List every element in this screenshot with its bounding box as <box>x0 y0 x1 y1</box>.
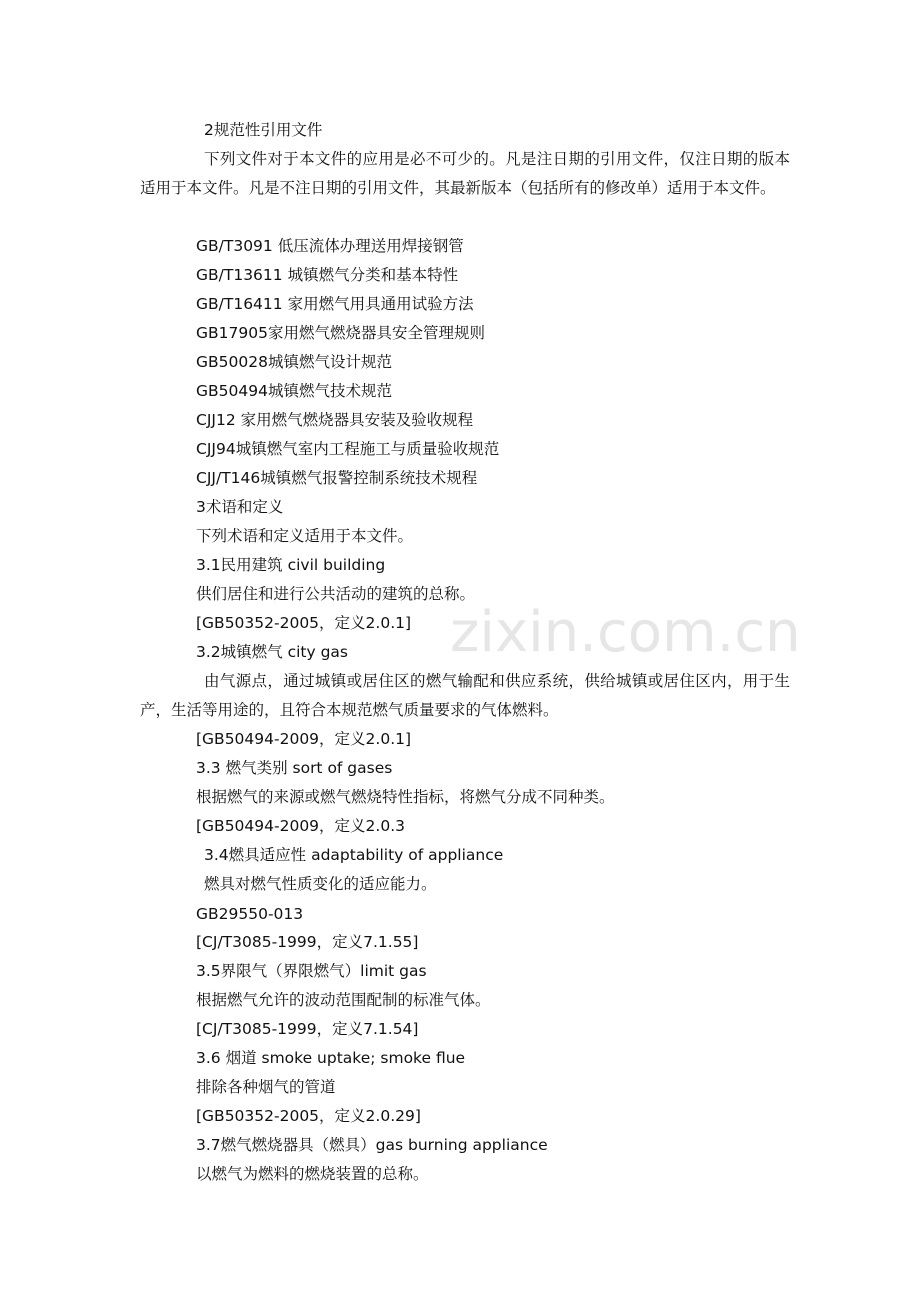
term-title: 3.1民用建筑 civil building <box>196 556 386 574</box>
term-title: 3.4燃具适应性 adaptability of appliance <box>204 846 504 864</box>
term-definition: 以燃气为燃料的燃烧装置的总称。 <box>196 1165 429 1183</box>
reference-item: GB/T3091 低压流体办理送用焊接钢管 <box>196 237 464 255</box>
term-definition: 供们居住和进行公共活动的建筑的总称。 <box>196 585 476 603</box>
term-definition: 根据燃气的来源或燃气燃烧特性指标，将燃气分成不同种类。 <box>196 788 615 806</box>
term-source: [GB50494-2009，定义2.0.1] <box>196 730 412 748</box>
terms-intro: 下列术语和定义适用于本文件。 <box>196 527 414 545</box>
reference-item: GB50494城镇燃气技术规范 <box>196 382 392 400</box>
term-definition: 根据燃气允许的波动范围配制的标准气体。 <box>196 991 491 1009</box>
reference-item: GB17905家用燃气燃烧器具安全管理规则 <box>196 324 485 342</box>
term-title: 3.5界限气（界限燃气）limit gas <box>196 962 427 980</box>
term-title: 3.7燃气燃烧器具（燃具）gas burning appliance <box>196 1136 548 1154</box>
reference-item: CJJ12 家用燃气燃烧器具安装及验收规程 <box>196 411 474 429</box>
reference-item: CJJ94城镇燃气室内工程施工与质量验收规范 <box>196 440 500 458</box>
term-title: 3.6 烟道 smoke uptake; smoke flue <box>196 1049 466 1067</box>
term-source: [GB50352-2005，定义2.0.1] <box>196 614 412 632</box>
term-title: 3.3 燃气类别 sort of gases <box>196 759 393 777</box>
term-definition: 排除各种烟气的管道 <box>196 1078 336 1096</box>
section-heading-references: 2规范性引用文件 <box>204 121 323 139</box>
term-source: [GB50494-2009，定义2.0.3 <box>196 817 405 835</box>
reference-item: GB50028城镇燃气设计规范 <box>196 353 392 371</box>
term-source: [CJ/T3085-1999，定义7.1.54] <box>196 1020 419 1038</box>
watermark: zixin.com.cn <box>450 600 801 665</box>
reference-item: CJJ/T146城镇燃气报警控制系统技术规程 <box>196 469 478 487</box>
term-reference: GB29550-013 <box>196 905 304 923</box>
term-source: [GB50352-2005，定义2.0.29] <box>196 1107 421 1125</box>
term-definition: 由气源点，通过城镇或居住区的燃气输配和供应系统，供给城镇或居住区内，用于生产，生活等用途的，且符合本规范燃气质量要求的气体燃料。 <box>140 672 790 719</box>
intro-paragraph: 下列文件对于本文件的应用是必不可少的。凡是注日期的引用文件，仅注日期的版本适用于本文件。凡是不注日期的引用文件，其最新版本（包括所有的修改单）适用于本文件。 <box>140 150 790 197</box>
reference-item: GB/T16411 家用燃气用具通用试验方法 <box>196 295 474 313</box>
term-title: 3.2城镇燃气 city gas <box>196 643 348 661</box>
term-definition: 燃具对燃气性质变化的适应能力。 <box>204 875 437 893</box>
section-heading-terms: 3术语和定义 <box>196 498 284 516</box>
term-source: [CJ/T3085-1999，定义7.1.55] <box>196 933 419 951</box>
reference-item: GB/T13611 城镇燃气分类和基本特性 <box>196 266 459 284</box>
